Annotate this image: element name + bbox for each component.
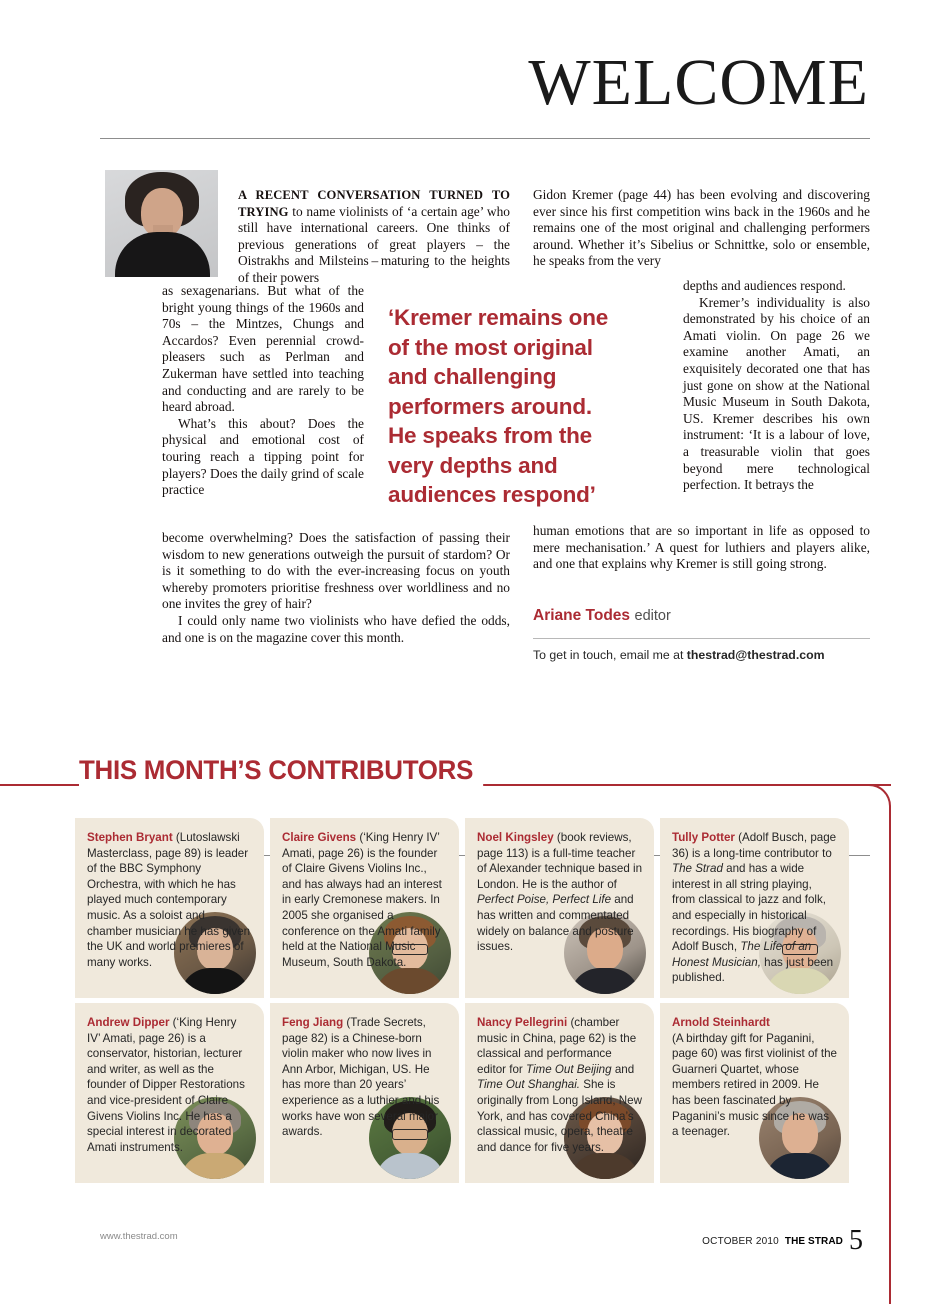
contact-email[interactable]: thestrad@thestrad.com	[686, 648, 825, 662]
contributor-name: Andrew Dipper	[87, 1016, 170, 1029]
footer-issue-date: OCTOBER 2010	[702, 1236, 779, 1247]
footer-website[interactable]: www.thestrad.com	[100, 1231, 178, 1242]
contributor-bio-text: (book reviews, page 113) is a full-time teacher of Alexander technique based in London. He is the author of	[477, 831, 643, 891]
contributor-bio-text-post: and	[611, 1062, 635, 1076]
contributor-bio-italic-2: The Life of an Honest Musician,	[672, 940, 812, 969]
contributor-name: Stephen Bryant	[87, 831, 173, 844]
contributors-heading: THIS MONTH’S CONTRIBUTORS	[79, 755, 483, 786]
contributor-card[interactable]	[660, 1003, 849, 1183]
masthead	[0, 0, 933, 150]
contributor-bio	[672, 1015, 837, 1140]
editorial-paragraph: depths and audiences respond.	[683, 278, 846, 293]
editorial-paragraph: as sexagenarians. But what of the bright young things of the 1960s and 70s – the Mintzes, Chungs and Accardos? Even perennial crowd-pleasers such as Perlman and Zukerman have settled into teaching and conducting and are rarely to be heard abroad.	[162, 283, 364, 415]
contributor-bio-text-post-2: has just been published.	[672, 955, 834, 985]
editor-portrait-photo	[105, 170, 218, 277]
editor-signature	[533, 607, 870, 625]
contact-line	[533, 648, 870, 662]
contributor-bio-text: (‘King Henry IV’ Amati, page 26) is the founder of Claire Givens Violins Inc., and has always had an interest in early Cremonese makers. In 2005 she organised a conference on the Amati family held at the National Music Museum, South Dakota.	[282, 831, 442, 969]
signature-divider	[533, 638, 870, 639]
contributor-bio	[672, 830, 837, 986]
editorial-lede	[238, 187, 510, 287]
contributor-name: Tully Potter	[672, 831, 735, 844]
editorial-paragraph: I could only name two violinists who have defied the odds, and one is on the magazine cover this month.	[162, 612, 510, 645]
page-title: WELCOME	[528, 46, 869, 119]
footer-issue-block	[702, 1225, 863, 1256]
contributors-row	[75, 818, 858, 998]
editorial-paragraph: Gidon Kremer (page 44) has been evolving and discovering ever since his first competition wins back in the 1960s and he remains one of the most original and challenging performers around. Whether it’s Sibelius or Schnittke, solo or ensemble, he speaks from the very	[533, 187, 870, 269]
editorial-right-column-lower	[533, 523, 870, 573]
contributor-bio-italic: Perfect Poise, Perfect Life	[477, 893, 612, 907]
contributor-bio-text: (Lutoslawski Masterclass, page 89) is leader of the BBC Symphony Orchestra, with which he has played much contemporary music. As a soloist and chamber musician he has given the UK and world premieres of many works.	[87, 831, 251, 969]
editor-role: editor	[634, 608, 671, 624]
contributor-bio-italic: Time Out Beijing	[525, 1062, 612, 1076]
contributor-card[interactable]	[270, 1003, 459, 1183]
editorial-paragraph: What’s this about? Does the physical and emotional cost of touring reach a tipping point for players? Does the daily grind of scale practice	[162, 415, 364, 498]
contributor-bio-text: (‘King Henry IV’ Amati, page 26) is a conservator, historian, lecturer and writer, as well as the founder of Dipper Restorations and vice-president of Claire Givens Violins Inc. He has a special interest in decorated Amati instruments.	[87, 1016, 245, 1154]
pull-quote: ‘Kremer remains one of the most original and challenging performers around. He speaks from the very depths and audiences respond’	[388, 305, 609, 507]
editorial-left-column-lower	[162, 530, 510, 646]
contributor-name: Claire Givens	[282, 831, 357, 844]
contributor-bio-italic-2: Time Out Shanghai.	[477, 1078, 581, 1092]
contributor-bio-text: (A birthday gift for Paganini, page 60) was first violinist of the Guarneri Quartet, whose members retired in 2009. He has been fascinated by Paganini’s music since he was a teenager.	[672, 1031, 837, 1139]
editorial-paragraph: human emotions that are so important in life as opposed to mere mechanisation.’ A quest for luthiers and players alike, and one that explains why Kremer is still going strong.	[533, 523, 870, 572]
footer-page-number: 5	[849, 1225, 863, 1256]
contributor-name: Feng Jiang	[282, 1016, 344, 1029]
contributor-bio-italic: The Strad	[672, 862, 723, 876]
contributor-bio-text: (Adolf Busch, page 36) is a long-time contributor to	[672, 831, 837, 860]
editorial-right-column-upper	[533, 187, 870, 270]
editorial-standfirst: A RECENT CONVERSATION TURNED TO TRYING	[238, 188, 510, 219]
contributor-bio	[87, 1015, 252, 1155]
contributor-card[interactable]	[270, 818, 459, 998]
contributor-bio	[282, 1015, 447, 1140]
editorial-left-column-upper	[162, 283, 364, 499]
contributor-card[interactable]	[465, 818, 654, 998]
contributor-card[interactable]	[75, 818, 264, 998]
contributor-card[interactable]	[465, 1003, 654, 1183]
contributor-bio-text-post: and has a wide interest in all string playing, from classical to jazz and folk, and especially in historical recordings. His biography of Adolf Busch,	[672, 862, 826, 954]
contributor-name: Nancy Pellegrini	[477, 1016, 568, 1029]
editorial-paragraph: become overwhelming? Does the satisfaction of passing their wisdom to new generations outweigh the pursuit of stardom? Or is it something to do with the ever-increasing focus on youth whereby promoters prioritise freshness over worldliness and no one invites the grey of hair?	[162, 530, 510, 612]
footer-brand-name: THE STRAD	[784, 1236, 843, 1247]
contributor-bio	[282, 830, 447, 970]
contributor-bio-text: (Trade Secrets, page 82) is a Chinese-born violin maker who now lives in Ann Arbor, Michigan, US. He has more than 20 years’ experience as a luthier and his works have won several major awards.	[282, 1016, 440, 1139]
editorial-lede-rest: to name violinists of ‘a certain age’ who still have international careers. One thinks of previous generations of great players – the Oistrakhs and Milsteins – maturing to the heights of their powers	[238, 203, 510, 285]
contributor-bio-text: (chamber music in China, page 62) is the classical and performance editor for	[477, 1016, 637, 1076]
contributor-bio-text-post-2: She is originally from Long Island, New York, and has covered China’s classical music, opera, theatre and dance for five years.	[477, 1078, 642, 1154]
editor-name: Ariane Todes	[533, 607, 631, 624]
contributor-card[interactable]	[660, 818, 849, 998]
contributor-bio	[477, 830, 642, 955]
contributor-bio	[87, 830, 252, 970]
portrait-torso	[115, 232, 210, 277]
masthead-divider	[100, 138, 870, 139]
contributor-card[interactable]	[75, 1003, 264, 1183]
contributor-name: Arnold Steinhardt	[672, 1016, 770, 1029]
contributors-grid	[75, 818, 858, 1188]
editorial-paragraph: Kremer’s individuality is also demonstrated by his choice of an Amati violin. On page 26 we examine another Amati, an exquisitely decorated one that has just gone on show at the National Music Museum in South Dakota, US. Kremer describes his own instrument: ‘It is a labour of love, a treasurable violin that goes beyond mere technological perfection. It betrays the	[683, 294, 870, 493]
contributor-bio-text-post: and has written and commentated widely on balance and posture issues.	[477, 893, 634, 954]
contributors-row	[75, 1003, 858, 1183]
editorial-right-column-narrow	[683, 278, 870, 494]
contributor-bio	[477, 1015, 642, 1155]
contact-prefix: To get in touch, email me at	[533, 648, 687, 662]
contributor-name: Noel Kingsley	[477, 831, 554, 844]
